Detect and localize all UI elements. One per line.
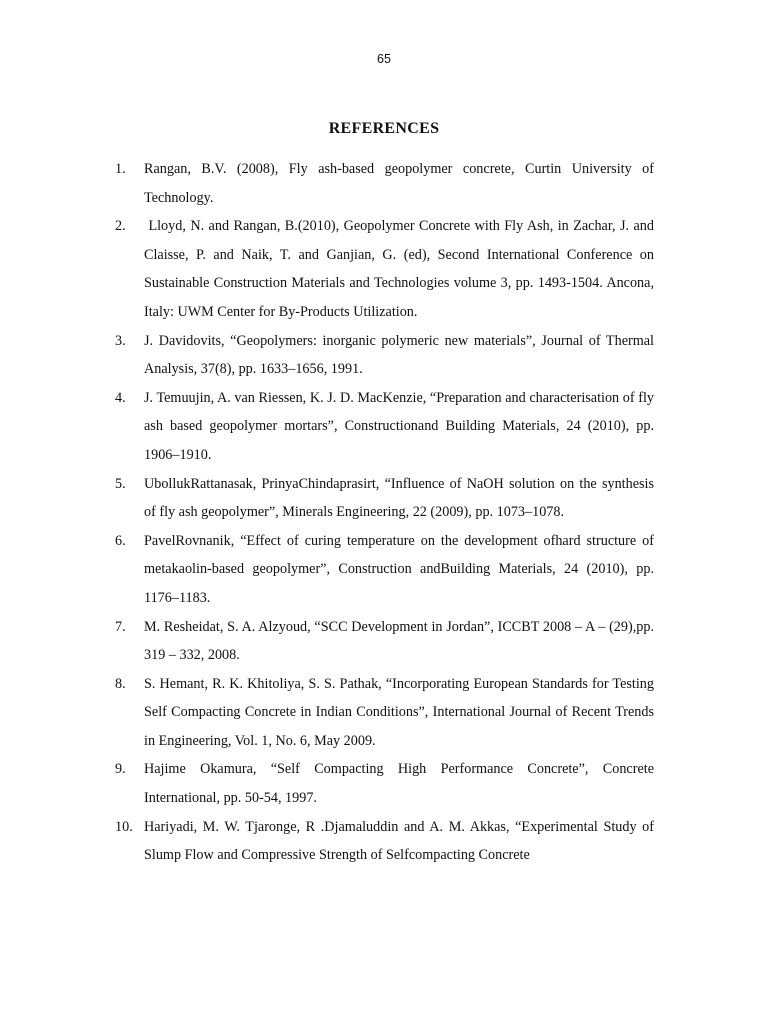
reference-item xyxy=(115,755,654,812)
page-number: 65 xyxy=(377,52,391,66)
reference-item xyxy=(115,670,654,756)
reference-text: Hariyadi, M. W. Tjaronge, R .Djamaluddin and A. M. Akkas, “Experimental Study of Slump Flow and Compressive Strength of Selfcompacting Concrete xyxy=(144,818,654,864)
reference-item xyxy=(115,327,654,384)
reference-text: S. Hemant, R. K. Khitoliya, S. S. Pathak, “Incorporating European Standards for Testing Self Compacting Concrete in Indian Conditions”, International Journal of Recent Trends in Engineering, Vol. 1, No. 6, May 2009. xyxy=(144,675,654,749)
reference-item xyxy=(115,813,654,870)
reference-number: 1. xyxy=(115,161,126,177)
reference-text: J. Davidovits, “Geopolymers: inorganic polymeric new materials”, Journal of Thermal Analysis, 37(8), pp. 1633–1656, 1991. xyxy=(144,332,654,378)
reference-number: 9. xyxy=(115,761,126,778)
reference-number: 10. xyxy=(115,818,133,835)
reference-number: 2. xyxy=(115,218,126,235)
reference-number: 6. xyxy=(115,532,126,549)
reference-text: Hajime Okamura, “Self Compacting High Performance Concrete”, Concrete International, pp. 50-54, 1997. xyxy=(144,761,654,807)
reference-item xyxy=(115,470,654,527)
reference-number: 3. xyxy=(115,332,126,349)
reference-text: J. Temuujin, A. van Riessen, K. J. D. MacKenzie, “Preparation and characterisation of fly ash based geopolymer mortars”, Constructionand Building Materials, 24 (2010), pp. 1906–1910. xyxy=(144,389,654,463)
reference-item xyxy=(115,527,654,613)
reference-text: M. Resheidat, S. A. Alzyoud, “SCC Development in Jordan”, ICCBT 2008 – A – (29),pp. 319 – 332, 2008. xyxy=(144,618,654,664)
reference-item xyxy=(115,155,654,212)
reference-number: 5. xyxy=(115,475,126,492)
reference-text: Lloyd, N. and Rangan, B.(2010), Geopolymer Concrete with Fly Ash, in Zachar, J. and Claisse, P. and Naik, T. and Ganjian, G. (ed), Second International Conference on Sustainable Construction Materials and Technologies volume 3, pp. 1493-1504. Ancona, Italy: UWM Center for By-Products Utilization. xyxy=(144,218,654,320)
reference-text: Rangan, B.V. (2008), Fly ash-based geopolymer concrete, Curtin University of Technology. xyxy=(144,161,654,206)
references-heading: REFERENCES xyxy=(328,120,440,137)
reference-text: UbollukRattanasak, PrinyaChindaprasirt, “Influence of NaOH solution on the synthesis of fly ash geopolymer”, Minerals Engineering, 22 (2009), pp. 1073–1078. xyxy=(144,475,654,521)
reference-item xyxy=(115,613,654,670)
reference-number: 4. xyxy=(115,389,126,406)
reference-number: 7. xyxy=(115,618,126,635)
reference-text: PavelRovnanik, “Effect of curing temperature on the development ofhard structure of metakaolin-based geopolymer”, Construction andBuilding Materials, 24 (2010), pp. 1176–1183. xyxy=(144,532,654,606)
reference-item xyxy=(115,384,654,470)
reference-list xyxy=(115,155,654,870)
reference-number: 8. xyxy=(115,675,126,692)
reference-item xyxy=(115,212,654,326)
